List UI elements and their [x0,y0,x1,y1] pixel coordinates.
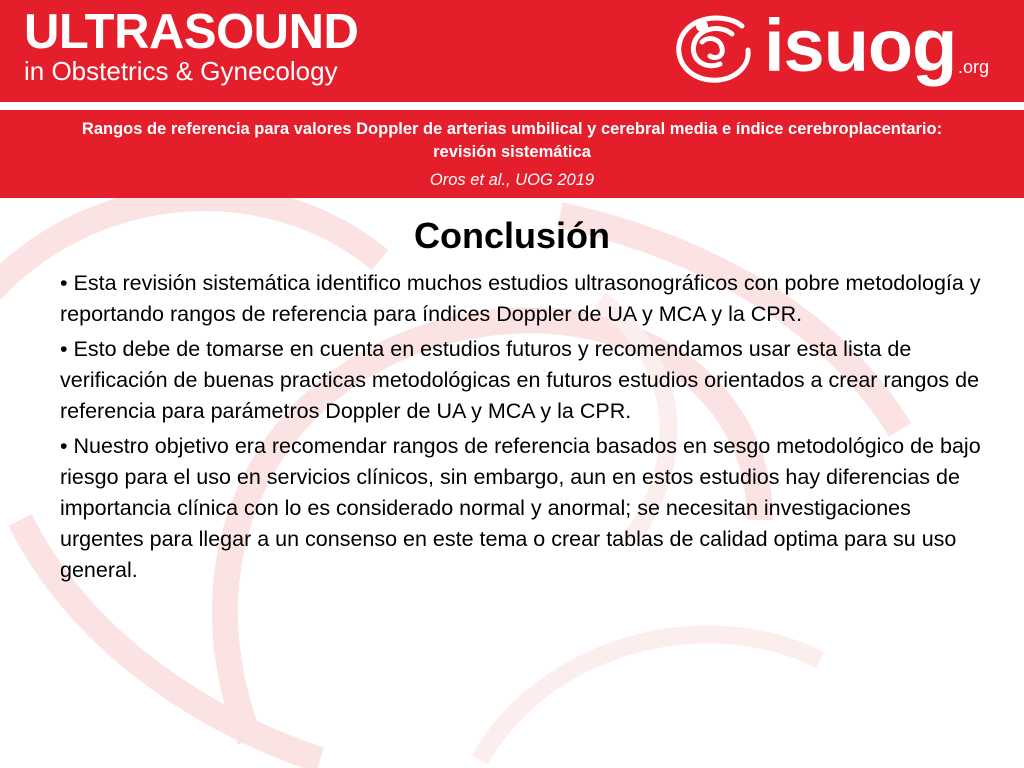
journal-header [0,0,1024,102]
isuog-logo-domain: .org [958,57,990,77]
isuog-logo-text: isuog [764,4,957,87]
journal-title: ULTRASOUND [24,5,359,59]
article-citation: Oros et al., UOG 2019 [429,171,595,189]
article-title: Rangos de referencia para valores Doppler de arterias umbilical y cerebral media e índice cerebroplacentario: revisión sistemática [81,120,943,161]
slide-content [0,200,1024,590]
list-item: • Esto debe de tomarse en cuenta en estudios futuros y recomendamos usar esta lista de verificación de buenas practicas metodológicas en futuros estudios orientados a crear rangos de referencia para parámetros Doppler de UA y MCA y la CPR. [60,337,980,423]
page-title: Conclusión [414,215,610,256]
article-banner [0,110,1024,198]
header-divider [0,102,1024,110]
conclusion-list [60,268,1000,586]
journal-subtitle: in Obstetrics & Gynecology [24,56,338,86]
list-item: • Esta revisión sistemática identifico muchos estudios ultrasonográficos con pobre metodología y reportando rangos de referencia para índices Doppler de UA y MCA y la CPR. [60,271,981,326]
isuog-emblem-icon [672,12,758,86]
list-item: • Nuestro objetivo era recomendar rangos de referencia basados en sesgo metodológico de bajo riesgo para el uso en servicios clínicos, sin embargo, aun en estos estudios hay diferencias de importancia clínica con lo es considerado normal y anormal; se necesitan investigaciones urgentes para llegar a un consenso en este tema o crear tablas de calidad optima para su uso general. [60,434,981,582]
